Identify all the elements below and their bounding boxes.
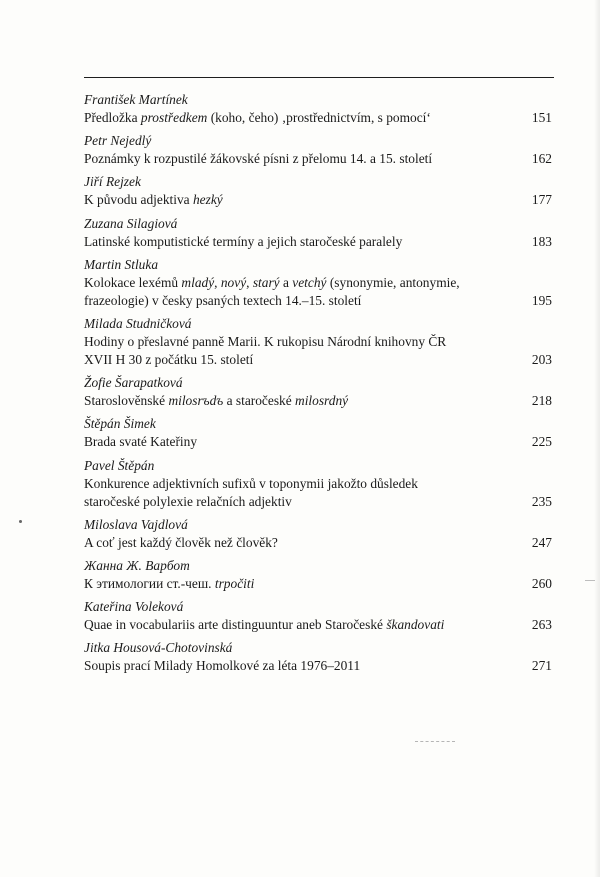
- title-italic-segment: milosrdný: [295, 393, 349, 409]
- title-segment: Kolokace lexémů: [84, 274, 182, 290]
- toc-entry: [84, 415, 554, 451]
- entry-author: František Martínek: [84, 92, 188, 107]
- entry-title-line: [84, 292, 508, 310]
- entry-page-number: 263: [531, 617, 552, 633]
- title-italic-segment: trpočiti: [214, 575, 255, 591]
- table-of-contents: [84, 91, 554, 680]
- entry-author: Miloslava Vajdlová: [84, 516, 188, 532]
- title-segment: ,: [214, 274, 221, 290]
- entry-title-row: [84, 657, 554, 675]
- toc-entry: [84, 256, 554, 310]
- title-segment: (koho, čeho) ‚prostřednictvím, s pomocí‘: [207, 110, 431, 125]
- entry-author: Žofie Šarapatková: [84, 375, 183, 391]
- entry-title-row: [84, 392, 554, 410]
- entry-title-row: [84, 433, 554, 451]
- title-segment: Brada svaté Kateřiny: [84, 434, 198, 450]
- toc-entry: [84, 457, 554, 511]
- entry-title-row: [84, 475, 554, 511]
- entry-title-row: [84, 150, 554, 168]
- toc-entry: [84, 557, 554, 593]
- entry-author: Zuzana Silagiová: [84, 215, 178, 231]
- entry-author: Petr Nejedlý: [84, 133, 152, 149]
- toc-entry: [84, 639, 554, 675]
- entry-title-line: [84, 109, 508, 127]
- title-segment: Předložka: [84, 110, 141, 125]
- toc-entry: [84, 215, 554, 251]
- scan-mark: [585, 580, 595, 581]
- entry-title-row: [84, 534, 554, 552]
- toc-entry: [84, 598, 554, 634]
- scan-mark: [415, 741, 455, 742]
- entry-page-number: 271: [531, 658, 552, 674]
- entry-page-number: 151: [531, 110, 552, 125]
- entry-author: Pavel Štěpán: [84, 457, 155, 473]
- title-italic-segment: starý: [252, 274, 280, 290]
- entry-title-line: [84, 493, 508, 511]
- page-edge-shadow: [594, 0, 600, 877]
- title-segment: Quae in vocabulariis arte distinguuntur aneb Staročeské: [84, 617, 387, 633]
- entry-page-number: 225: [531, 434, 552, 450]
- margin-dot: [19, 520, 22, 523]
- title-italic-segment: nový: [220, 274, 247, 290]
- toc-entry: [84, 173, 554, 209]
- title-italic-segment: mladý: [181, 274, 215, 290]
- entry-title-line: [84, 475, 508, 493]
- title-italic-segment: milosrъdъ: [168, 393, 224, 409]
- entry-title-line: [84, 333, 508, 351]
- toc-entry: [84, 132, 554, 168]
- entry-title-line: [84, 392, 508, 410]
- entry-title-row: [84, 616, 554, 634]
- title-segment: Soupis prací Milady Homolkové za léta 1976–2011: [84, 658, 361, 674]
- entry-author: Jitka Housová-Chotovinská: [84, 640, 233, 656]
- entry-title-row: [84, 109, 554, 127]
- entry-title-row: [84, 191, 554, 209]
- entry-author: Kateřina Voleková: [84, 599, 184, 615]
- title-segment: frazeologie) v česky psaných textech 14.–15. století: [84, 292, 362, 308]
- title-segment: Konkurence adjektivních sufixů v toponymii jakožto důsledek: [84, 475, 418, 491]
- title-segment: Staroslověnské: [84, 393, 169, 409]
- entry-title-line: [84, 575, 508, 593]
- title-segment: a: [279, 274, 293, 290]
- entry-page-number: 177: [531, 192, 552, 208]
- entry-title-line: [84, 616, 508, 634]
- title-italic-segment: hezký: [192, 192, 223, 208]
- entry-title-line: [84, 351, 508, 369]
- title-segment: (synonymie, antonymie,: [326, 274, 460, 290]
- entry-page-number: 203: [531, 351, 552, 367]
- entry-title-line: [84, 191, 508, 209]
- toc-entry: [84, 374, 554, 410]
- toc-entry: [84, 516, 554, 552]
- title-segment: Hodiny o přeslavné panně Marii. K rukopisu Národní knihovny ČR: [84, 333, 447, 349]
- entry-author: Milada Studničková: [84, 315, 192, 331]
- top-rule: [84, 77, 554, 78]
- entry-title-line: [84, 657, 508, 675]
- title-segment: XVII H 30 z počátku 15. století: [84, 351, 254, 367]
- title-segment: ,: [246, 274, 253, 290]
- entry-page-number: 183: [531, 233, 552, 249]
- entry-author: Štěpán Šimek: [84, 416, 156, 432]
- toc-entry: [84, 315, 554, 369]
- entry-title-row: [84, 333, 554, 369]
- entry-title-row: [84, 575, 554, 593]
- title-italic-segment: prostředkem: [140, 110, 208, 125]
- title-italic-segment: vetchý: [292, 274, 327, 290]
- entry-title-line: [84, 150, 508, 168]
- entry-title-row: [84, 274, 554, 310]
- entry-page-number: 162: [531, 151, 552, 167]
- entry-title-line: [84, 534, 508, 552]
- entry-author: Жанна Ж. Варбот: [84, 557, 190, 573]
- entry-author: Martin Stluka: [84, 256, 159, 272]
- title-italic-segment: škandovati: [386, 617, 445, 633]
- entry-page-number: 218: [531, 393, 552, 409]
- entry-title-line: [84, 274, 508, 292]
- title-segment: К этимологии ст.-чеш.: [84, 575, 215, 591]
- entry-title-row: [84, 233, 554, 251]
- toc-entry: [84, 91, 554, 127]
- title-segment: a staročeské: [223, 393, 296, 409]
- entry-page-number: 260: [531, 575, 552, 591]
- title-segment: K původu adjektiva: [84, 192, 193, 208]
- title-segment: Latinské komputistické termíny a jejich staročeské paralely: [84, 233, 403, 249]
- entry-page-number: 235: [531, 493, 552, 509]
- entry-title-line: [84, 433, 508, 451]
- entry-author: Jiří Rejzek: [84, 174, 141, 190]
- title-segment: staročeské polylexie relačních adjektiv: [84, 493, 292, 509]
- title-segment: Poznámky k rozpustilé žákovské písni z přelomu 14. a 15. století: [84, 151, 433, 167]
- entry-page-number: 195: [531, 292, 552, 308]
- entry-title-line: [84, 233, 508, 251]
- title-segment: A coť jest každý člověk než člověk?: [84, 534, 278, 550]
- entry-page-number: 247: [531, 534, 552, 550]
